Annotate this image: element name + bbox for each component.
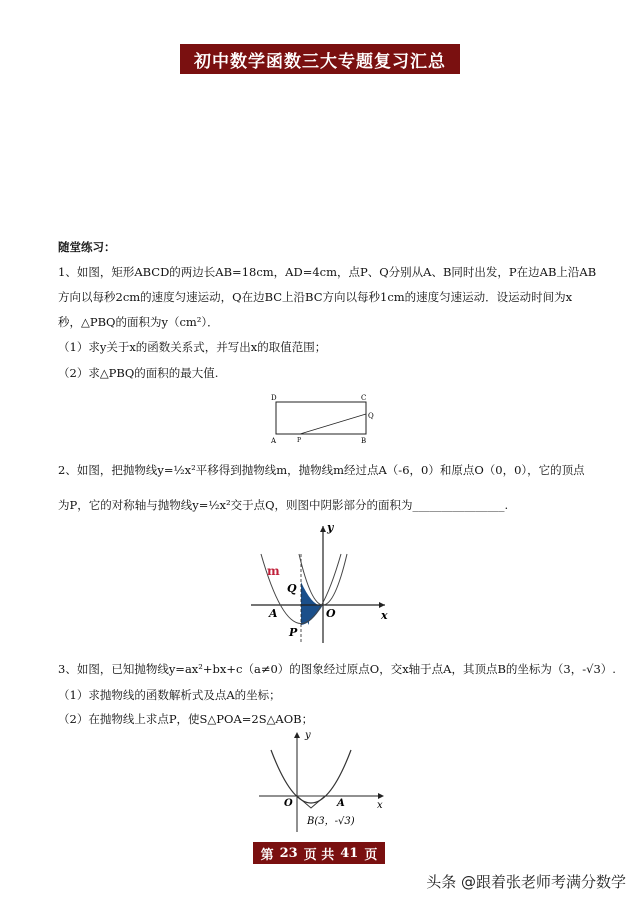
page-suffix: 页	[364, 847, 378, 863]
label-o: O	[284, 798, 293, 809]
q2-line2: 为P，它的对称轴与抛物线y=½x²交于点Q，则图中阴影部分的面积为________________.	[58, 498, 509, 512]
q1-line3: 秒，△PBQ的面积为y（cm²）．	[58, 315, 219, 329]
page-title: 初中数学函数三大专题复习汇总	[194, 51, 446, 72]
q3-sub1: （1）求抛物线的函数解析式及点A的坐标；	[58, 688, 281, 702]
segment-pq	[300, 414, 366, 434]
label-a: A	[271, 437, 277, 445]
label-o: O	[326, 607, 336, 620]
label-x: x	[381, 609, 388, 622]
label-p: P	[297, 437, 302, 444]
x-axis-arrow	[379, 602, 385, 608]
label-m: m	[267, 564, 280, 578]
label-a: A	[269, 607, 278, 620]
parabola	[271, 750, 351, 803]
page-total: 41	[340, 845, 359, 861]
label-b: B	[361, 437, 367, 445]
page-number-banner	[253, 842, 385, 864]
y-axis-arrow	[294, 732, 300, 738]
section-heading: 随堂练习：	[58, 240, 116, 254]
label-b: B(3，-√3)	[307, 816, 355, 827]
page-current: 23	[279, 845, 298, 861]
page-mid: 页 共	[303, 847, 335, 863]
watermark: 头条 @跟着张老师考满分数学	[426, 873, 626, 891]
q1-rectangle-figure	[262, 392, 382, 446]
page-prefix: 第	[260, 847, 274, 863]
label-y: y	[327, 521, 334, 534]
label-q: Q	[287, 582, 297, 595]
q3-parabola-figure	[255, 728, 390, 834]
y-axis-arrow	[320, 526, 326, 532]
q1-line2: 方向以每秒2cm的速度匀速运动，Q在边BC上沿BC方向以每秒1cm的速度匀速运动．设运动时间为x	[58, 290, 573, 304]
label-a: A	[337, 798, 345, 809]
label-d: D	[271, 394, 277, 402]
label-y: y	[305, 730, 311, 741]
q3-sub2: （2）在抛物线上求点P，使S△POA=2S△AOB；	[58, 712, 314, 726]
triangle-aob	[297, 796, 325, 808]
q1-line1: 1、如图，矩形ABCD的两边长AB=18cm，AD=4cm，点P、Q分别从A、B同时出发，P在边AB上沿AB	[58, 265, 597, 279]
q3-line1: 3、如图，已知抛物线y=ax²+bx+c（a≠0）的图象经过原点O，交x轴于点A，其顶点B的坐标为（3，-√3）.	[58, 662, 616, 676]
page-title-banner	[180, 44, 460, 74]
label-c: C	[361, 394, 367, 402]
x-axis-arrow	[378, 793, 384, 799]
q1-sub2: （2）求△PBQ的面积的最大值.	[58, 366, 219, 380]
label-x: x	[377, 800, 383, 811]
label-p: P	[289, 626, 298, 639]
label-q: Q	[368, 412, 374, 420]
q2-parabola-figure	[243, 518, 395, 648]
q1-sub1: （1）求y关于x的函数关系式，并写出x的取值范围；	[58, 340, 327, 354]
q2-line1: 2、如图，把抛物线y=½x²平移得到抛物线m，抛物线m经过点A（-6，0）和原点O（0，0），它的顶点	[58, 463, 585, 477]
